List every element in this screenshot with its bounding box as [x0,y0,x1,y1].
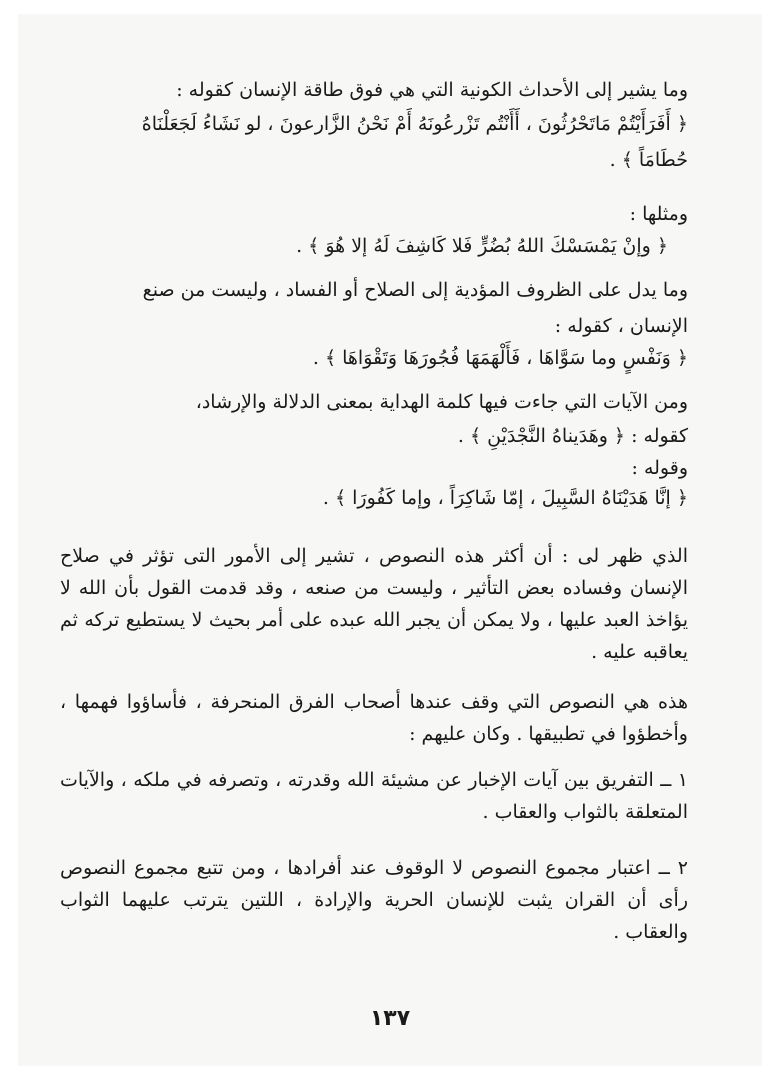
quran-verse-line: حُطَامَاً ﴾ . [609,149,688,171]
text-line: وما يدل على الظروف المؤدية إلى الصلاح أو الفساد ، وليست من صنع [142,279,688,301]
text-line: الإنسان ، كقوله : [554,315,688,337]
text-line: وقوله : [631,457,688,479]
text-line: وما يشير إلى الأحداث الكونية التي هي فوق طاقة الإنسان كقوله : [176,79,688,101]
paragraph: الذي ظهر لى : أن أكثر هذه النصوص ، تشير إلى الأمور التى تؤثر في صلاح الإنسان وفساده بعض التأثير ، وليست من صنعه ، وقد قدمت القول بأن الله لا يؤاخذ العبد عليها ، ولا يمكن أن يجبر الله عبده على أمر بحيث لا يستطيع تركه ثم يعاقبه عليه . [60,545,688,663]
quran-verse-line: ﴿ وإنْ يَمْسَسْكَ اللهُ بُضُرٍّ فَلا كَاشِفَ لَهُ إلا هُوَ ﴾ . [296,235,668,257]
quran-verse-line: ﴿ وَنَفْسٍ وما سَوَّاهَا ، فَأَلْهَمَهَا فُجُورَهَا وَتَقْوَاهَا ﴾ . [312,347,688,369]
text-line: كقوله : ﴿ وهَدَيناهُ النَّجْدَيْنِ ﴾ . [457,425,688,447]
quran-verse-line: ﴿ أَفَرَأَيْتُمْ مَاتَحْرُثُونَ ، أَأَنْتُم تَزْرعُونَهُ أَمْ نَحْنُ الزَّارعونَ ، لو نَشَاءُ لَجَعَلْنَاهُ [141,113,688,135]
list-item: ٢ ــ اعتبار مجموع النصوص لا الوقوف عند أفرادها ، ومن تتبع مجموع النصوص رأى أن القران يثبت للإنسان الحرية والإرادة ، اللتين يترتب عليهما الثواب والعقاب . [60,857,688,943]
page-number: ١٣٧ [369,1006,411,1031]
list-item: ١ ــ التفريق بين آيات الإخبار عن مشيئة الله وقدرته ، وتصرفه في ملكه ، والآيات المتعلقة بالثواب والعقاب . [60,769,688,823]
paragraph: هذه هي النصوص التي وقف عندها أصحاب الفرق المنحرفة ، فأساؤوا فهمها ، وأخطؤوا في تطبيقها . وكان عليهم : [60,691,688,745]
text-line: ومثلها : [629,203,688,225]
text-line: ومن الآيات التي جاءت فيها كلمة الهداية بمعنى الدلالة والإرشاد، [195,391,688,413]
quran-verse-line: ﴿ إنَّا هَدَيْنَاهُ السَّبِيلَ ، إمّا شَاكِرَاً ، وإما كَفُورَا ﴾ . [322,487,688,509]
